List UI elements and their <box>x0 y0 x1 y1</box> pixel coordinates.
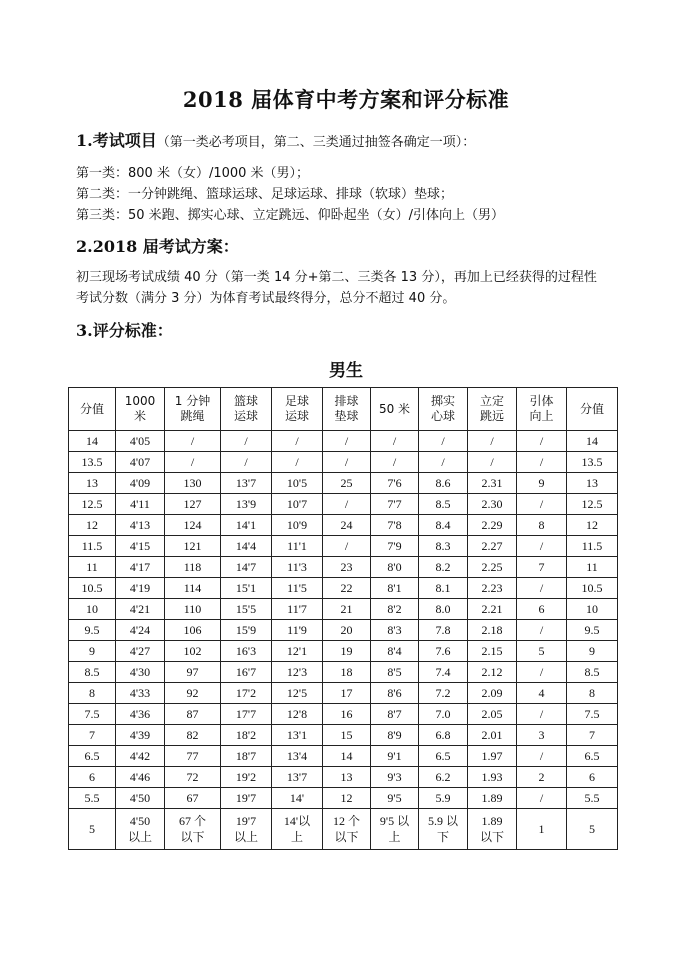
table-cell: 124 <box>165 515 221 536</box>
table-cell: 24 <box>323 515 371 536</box>
table-cell: 4'17 <box>116 557 165 578</box>
table-cell: 7 <box>567 725 618 746</box>
table-cell: 121 <box>165 536 221 557</box>
table-cell: / <box>323 494 371 515</box>
table-cell: 1.97 <box>468 746 517 767</box>
table-cell: 11'7 <box>272 599 323 620</box>
table-cell: 12 <box>323 788 371 809</box>
table-cell: 7.0 <box>419 704 468 725</box>
table-row <box>69 620 618 641</box>
table-cell: 18 <box>323 662 371 683</box>
table-cell: 3 <box>517 725 567 746</box>
table-cell: 2 <box>517 767 567 788</box>
table-cell: 8'4 <box>371 641 419 662</box>
table-cell: 4'27 <box>116 641 165 662</box>
table-cell: 7.8 <box>419 620 468 641</box>
table-cell: 15'5 <box>221 599 272 620</box>
table-cell: 12'3 <box>272 662 323 683</box>
table-cell: 8.1 <box>419 578 468 599</box>
section-2-heading: 2.2018 届考试方案： <box>76 237 239 256</box>
table-cell: 6 <box>69 767 116 788</box>
table-cell: 7 <box>517 557 567 578</box>
table-cell: 2.23 <box>468 578 517 599</box>
table-cell: / <box>272 452 323 473</box>
table-cell: 5.9 以 下 <box>419 809 468 850</box>
table-cell: / <box>371 452 419 473</box>
table-cell: 9.5 <box>567 620 618 641</box>
table-cell: 8.5 <box>69 662 116 683</box>
table-cell: 9'5 以 上 <box>371 809 419 850</box>
table-cell: 9'5 <box>371 788 419 809</box>
table-cell: 67 个 以下 <box>165 809 221 850</box>
table-row <box>69 704 618 725</box>
table-cell: 4'05 <box>116 431 165 452</box>
table-cell: 13'4 <box>272 746 323 767</box>
column-header: 篮球 运球 <box>221 388 272 431</box>
table-cell: 4'33 <box>116 683 165 704</box>
section-2-line-1: 初三现场考试成绩 40 分（第一类 14 分+第二、三类各 13 分），再加上已经获得的过程性 <box>76 270 597 285</box>
table-cell: 11.5 <box>567 536 618 557</box>
table-cell: 4'24 <box>116 620 165 641</box>
table-cell: 13 <box>567 473 618 494</box>
table-cell: 2.18 <box>468 620 517 641</box>
table-cell: 15 <box>323 725 371 746</box>
table-row <box>69 557 618 578</box>
table-cell: 15'1 <box>221 578 272 599</box>
table-cell: 8'1 <box>371 578 419 599</box>
table-cell: 8.3 <box>419 536 468 557</box>
table-row <box>69 536 618 557</box>
table-cell: 2.30 <box>468 494 517 515</box>
table-row <box>69 662 618 683</box>
table-cell: 8'0 <box>371 557 419 578</box>
table-cell: 14'4 <box>221 536 272 557</box>
table-cell: 19'7 以上 <box>221 809 272 850</box>
table-cell: 9 <box>517 473 567 494</box>
table-cell: 2.27 <box>468 536 517 557</box>
table-cell: 16'3 <box>221 641 272 662</box>
table-cell: 4'13 <box>116 515 165 536</box>
table-cell: 13'1 <box>272 725 323 746</box>
table-cell: 12'5 <box>272 683 323 704</box>
table-cell: 4'09 <box>116 473 165 494</box>
table-cell: 13.5 <box>69 452 116 473</box>
table-row <box>69 452 618 473</box>
table-cell: 4'30 <box>116 662 165 683</box>
column-header: 排球 垫球 <box>323 388 371 431</box>
table-cell: / <box>221 452 272 473</box>
table-cell: 8.5 <box>567 662 618 683</box>
table-cell: 14 <box>567 431 618 452</box>
table-cell: / <box>272 431 323 452</box>
table-cell: / <box>468 431 517 452</box>
column-header: 引体 向上 <box>517 388 567 431</box>
table-cell: 127 <box>165 494 221 515</box>
table-cell: 1.93 <box>468 767 517 788</box>
table-cell: 5 <box>567 809 618 850</box>
table-row <box>69 725 618 746</box>
table-cell: 11 <box>567 557 618 578</box>
table-cell: / <box>517 536 567 557</box>
table-cell: 8'5 <box>371 662 419 683</box>
table-cell: 14 <box>69 431 116 452</box>
table-cell: 130 <box>165 473 221 494</box>
table-cell: 4'15 <box>116 536 165 557</box>
section-1-heading <box>76 128 475 151</box>
table-cell: 22 <box>323 578 371 599</box>
table-cell: / <box>419 431 468 452</box>
table-caption: 男生 <box>329 361 363 381</box>
table-cell: 8 <box>517 515 567 536</box>
table-cell: 4'42 <box>116 746 165 767</box>
table-cell: 7 <box>69 725 116 746</box>
table-cell: / <box>517 494 567 515</box>
table-cell: 106 <box>165 620 221 641</box>
table-cell: 4'50 <box>116 788 165 809</box>
table-cell: 5.5 <box>69 788 116 809</box>
table-cell: 12 <box>567 515 618 536</box>
table-row <box>69 494 618 515</box>
scoring-table <box>68 387 618 850</box>
table-cell: 9 <box>69 641 116 662</box>
table-cell: / <box>419 452 468 473</box>
table-cell: 4'07 <box>116 452 165 473</box>
table-cell: 21 <box>323 599 371 620</box>
table-cell: 4'36 <box>116 704 165 725</box>
table-cell: 9'1 <box>371 746 419 767</box>
table-cell: / <box>323 431 371 452</box>
table-cell: 4'11 <box>116 494 165 515</box>
table-cell: 6.5 <box>419 746 468 767</box>
section-2-line-2: 考试分数（满分 3 分）为体育考试最终得分，总分不超过 40 分。 <box>76 291 456 306</box>
table-cell: 20 <box>323 620 371 641</box>
table-cell: 1 <box>517 809 567 850</box>
section-1-note: （第一类必考项目，第二、三类通过抽签各确定一项）： <box>156 135 476 150</box>
table-cell: 12'1 <box>272 641 323 662</box>
table-row <box>69 515 618 536</box>
table-cell: 77 <box>165 746 221 767</box>
table-cell: 2.25 <box>468 557 517 578</box>
table-cell: 14'1 <box>221 515 272 536</box>
table-cell: 7.5 <box>69 704 116 725</box>
column-header: 分值 <box>69 388 116 431</box>
table-cell: 10 <box>567 599 618 620</box>
table-cell: 13'9 <box>221 494 272 515</box>
table-cell: 2.05 <box>468 704 517 725</box>
table-cell: 8.5 <box>419 494 468 515</box>
table-cell: 18'2 <box>221 725 272 746</box>
table-row <box>69 788 618 809</box>
table-cell: 5.9 <box>419 788 468 809</box>
table-cell: 11'5 <box>272 578 323 599</box>
table-row <box>69 431 618 452</box>
table-row <box>69 578 618 599</box>
table-cell: 2.29 <box>468 515 517 536</box>
column-header: 立定 跳远 <box>468 388 517 431</box>
table-cell: 5.5 <box>567 788 618 809</box>
table-row <box>69 767 618 788</box>
table-row <box>69 683 618 704</box>
table-cell: / <box>221 431 272 452</box>
table-cell: 11.5 <box>69 536 116 557</box>
table-cell: 8 <box>567 683 618 704</box>
table-cell: 14 <box>323 746 371 767</box>
table-cell: 16 <box>323 704 371 725</box>
table-cell: 17 <box>323 683 371 704</box>
table-cell: 10'5 <box>272 473 323 494</box>
table-cell: 12.5 <box>567 494 618 515</box>
category-1-line: 第一类：800 米（女）/1000 米（男）； <box>76 166 310 181</box>
table-cell: 4'46 <box>116 767 165 788</box>
table-cell: 6.5 <box>567 746 618 767</box>
table-cell: 1.89 <box>468 788 517 809</box>
table-cell: 1.89 以下 <box>468 809 517 850</box>
table-cell: 13'7 <box>221 473 272 494</box>
table-cell: 11 <box>69 557 116 578</box>
table-cell: 2.31 <box>468 473 517 494</box>
table-cell: / <box>517 452 567 473</box>
table-cell: / <box>517 662 567 683</box>
table-cell: 6.2 <box>419 767 468 788</box>
section-3-heading: 3.评分标准： <box>76 321 173 340</box>
table-cell: 4'39 <box>116 725 165 746</box>
table-cell: / <box>517 704 567 725</box>
table-cell: 12 <box>69 515 116 536</box>
table-cell: / <box>323 452 371 473</box>
table-cell: 87 <box>165 704 221 725</box>
table-cell: 6 <box>517 599 567 620</box>
table-row-last <box>69 809 618 850</box>
table-cell: 10'9 <box>272 515 323 536</box>
table-cell: 18'7 <box>221 746 272 767</box>
table-cell: 10 <box>69 599 116 620</box>
table-cell: 8'2 <box>371 599 419 620</box>
table-cell: 9'3 <box>371 767 419 788</box>
column-header: 50 米 <box>371 388 419 431</box>
table-cell: 12'8 <box>272 704 323 725</box>
table-cell: 7'9 <box>371 536 419 557</box>
table-cell: 8 <box>69 683 116 704</box>
table-cell: 9.5 <box>69 620 116 641</box>
column-header: 掷实 心球 <box>419 388 468 431</box>
table-row <box>69 473 618 494</box>
table-cell: 13 <box>323 767 371 788</box>
table-header-row <box>69 388 618 431</box>
table-cell: 8'3 <box>371 620 419 641</box>
table-cell: 19'2 <box>221 767 272 788</box>
column-header: 分值 <box>567 388 618 431</box>
table-cell: 12.5 <box>69 494 116 515</box>
table-cell: 2.09 <box>468 683 517 704</box>
table-cell: 72 <box>165 767 221 788</box>
table-cell: 13'7 <box>272 767 323 788</box>
category-2-line: 第二类：一分钟跳绳、篮球运球、足球运球、排球（软球）垫球； <box>76 187 454 202</box>
column-header: 1000 米 <box>116 388 165 431</box>
table-cell: 13 <box>69 473 116 494</box>
table-cell: 118 <box>165 557 221 578</box>
table-cell: 67 <box>165 788 221 809</box>
table-cell: 11'1 <box>272 536 323 557</box>
column-header: 1 分钟 跳绳 <box>165 388 221 431</box>
page-title: 2018 届体育中考方案和评分标准 <box>182 87 510 112</box>
table-cell: 7'8 <box>371 515 419 536</box>
table-cell: 14' <box>272 788 323 809</box>
table-cell: 97 <box>165 662 221 683</box>
table-cell: 8'9 <box>371 725 419 746</box>
table-cell: 6 <box>567 767 618 788</box>
table-cell: 14'7 <box>221 557 272 578</box>
table-cell: 8.4 <box>419 515 468 536</box>
table-cell: / <box>165 452 221 473</box>
table-cell: 15'9 <box>221 620 272 641</box>
section-1-heading-text: 1.考试项目 <box>76 131 157 150</box>
column-header: 足球 运球 <box>272 388 323 431</box>
table-row <box>69 641 618 662</box>
table-cell: 4 <box>517 683 567 704</box>
table-cell: 8'7 <box>371 704 419 725</box>
table-cell: 10'7 <box>272 494 323 515</box>
table-cell: 11'9 <box>272 620 323 641</box>
table-cell: 82 <box>165 725 221 746</box>
table-cell: 2.15 <box>468 641 517 662</box>
category-3-line: 第三类：50 米跑、掷实心球、立定跳远、仰卧起坐（女）/引体向上（男） <box>76 208 505 223</box>
table-cell: 7.2 <box>419 683 468 704</box>
table-cell: 6.8 <box>419 725 468 746</box>
table-cell: 23 <box>323 557 371 578</box>
table-body <box>69 431 618 850</box>
table-row <box>69 746 618 767</box>
table-cell: 4'21 <box>116 599 165 620</box>
table-cell: 11'3 <box>272 557 323 578</box>
table-cell: 8'6 <box>371 683 419 704</box>
table-cell: 17'2 <box>221 683 272 704</box>
table-cell: 16'7 <box>221 662 272 683</box>
table-cell: 110 <box>165 599 221 620</box>
table-cell: 4'19 <box>116 578 165 599</box>
table-cell: 19'7 <box>221 788 272 809</box>
table-cell: 114 <box>165 578 221 599</box>
table-cell: / <box>517 578 567 599</box>
table-row <box>69 599 618 620</box>
table-cell: / <box>517 620 567 641</box>
table-cell: 7.6 <box>419 641 468 662</box>
table-cell: 7.5 <box>567 704 618 725</box>
table-cell: 102 <box>165 641 221 662</box>
table-cell: 2.12 <box>468 662 517 683</box>
table-cell: 5 <box>517 641 567 662</box>
table-cell: 7'7 <box>371 494 419 515</box>
table-cell: / <box>517 746 567 767</box>
table-cell: 14'以 上 <box>272 809 323 850</box>
table-cell: 12 个 以下 <box>323 809 371 850</box>
table-cell: 17'7 <box>221 704 272 725</box>
table-cell: 6.5 <box>69 746 116 767</box>
table-cell: / <box>165 431 221 452</box>
table-cell: 8.0 <box>419 599 468 620</box>
table-cell: 4'50 以上 <box>116 809 165 850</box>
table-cell: / <box>517 431 567 452</box>
table-cell: / <box>468 452 517 473</box>
table-cell: 2.01 <box>468 725 517 746</box>
table-cell: 2.21 <box>468 599 517 620</box>
table-cell: 7'6 <box>371 473 419 494</box>
table-cell: 13.5 <box>567 452 618 473</box>
table-cell: 10.5 <box>567 578 618 599</box>
table-cell: 5 <box>69 809 116 850</box>
table-cell: 25 <box>323 473 371 494</box>
table-cell: 9 <box>567 641 618 662</box>
table-cell: 8.6 <box>419 473 468 494</box>
table-cell: 92 <box>165 683 221 704</box>
table-cell: / <box>517 788 567 809</box>
table-cell: 8.2 <box>419 557 468 578</box>
table-cell: / <box>323 536 371 557</box>
table-cell: 7.4 <box>419 662 468 683</box>
table-cell: / <box>371 431 419 452</box>
table-cell: 10.5 <box>69 578 116 599</box>
table-cell: 19 <box>323 641 371 662</box>
